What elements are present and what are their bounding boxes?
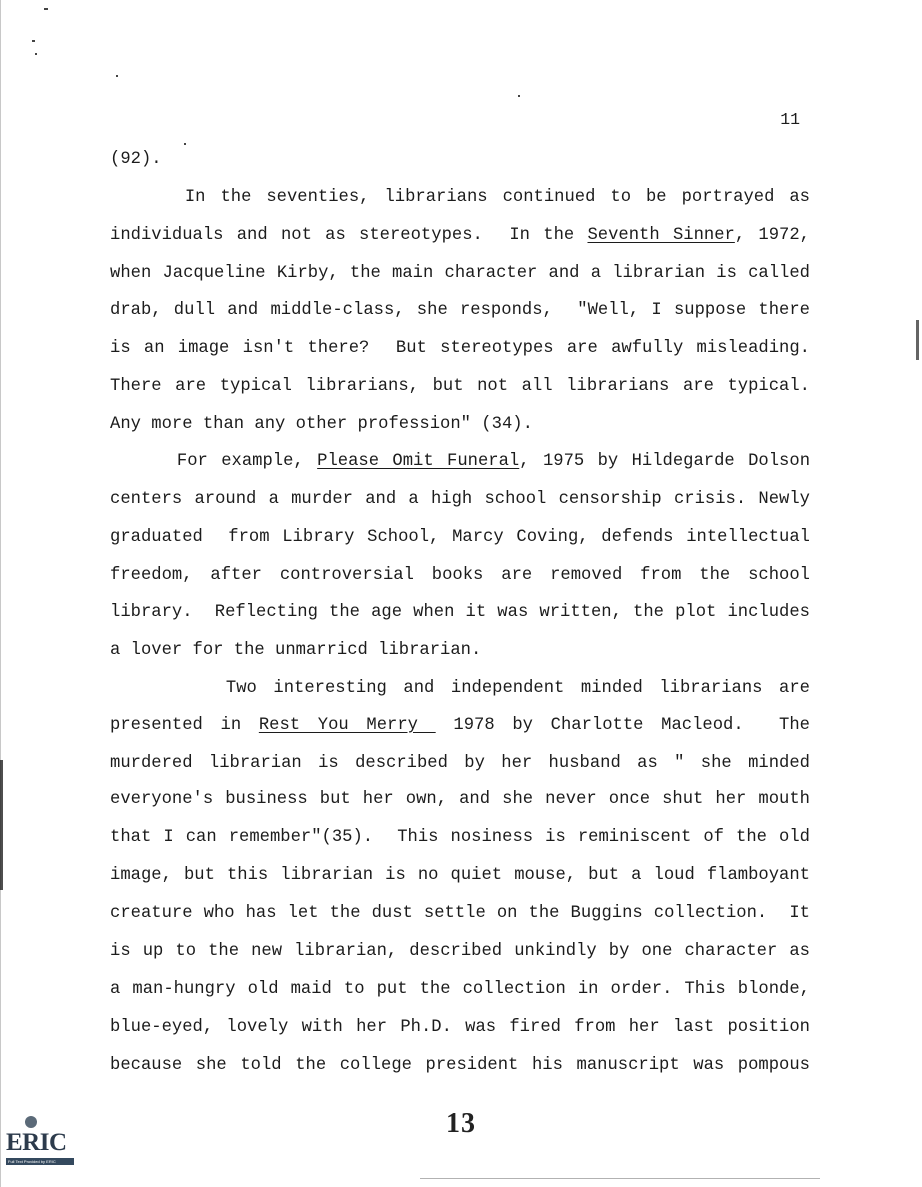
- eric-logo-icon: [25, 1116, 37, 1128]
- text-line: that I can remember"(35). This nosiness is reminiscent of the old: [110, 828, 810, 847]
- scan-edge-mark: [916, 320, 919, 360]
- text-span: 1978 by Charlotte Macleod. The: [435, 716, 810, 735]
- text-line: Two interesting and independent minded librarians are: [110, 679, 810, 698]
- page-number: 11: [780, 110, 800, 129]
- scan-speck: [116, 75, 118, 77]
- book-title-rest-you-merry: Rest You Merry: [258, 716, 436, 735]
- eric-logo-strip-text: Full Text Provided by ERIC: [8, 1159, 56, 1164]
- book-title-please-omit-funeral: Please Omit Funeral: [317, 452, 520, 471]
- scan-edge: [0, 0, 1, 1187]
- text-line: is an image isn't there? But stereotypes are awfully misleading.: [110, 339, 810, 358]
- text-line-with-title: [110, 452, 810, 472]
- text-line: is up to the new librarian, described unkindly by one character as: [110, 942, 810, 961]
- text-line: a man-hungry old maid to put the collection in order. This blonde,: [110, 980, 810, 999]
- text-line: Any more than any other profession" (34).: [110, 415, 533, 434]
- text-line: In the seventies, librarians continued to be portrayed as: [110, 188, 810, 207]
- book-title-seventh-sinner: Seventh Sinner: [587, 226, 735, 245]
- text-line: murdered librarian is described by her husband as " she minded: [110, 754, 810, 773]
- text-line: blue-eyed, lovely with her Ph.D. was fired from her last position: [110, 1018, 810, 1037]
- text-line: library. Reflecting the age when it was written, the plot includes: [110, 603, 810, 622]
- scan-speck: [518, 95, 520, 97]
- text-span: individuals and not as stereotypes. In the: [110, 226, 588, 245]
- scan-edge-mark: [0, 760, 3, 890]
- text-line: a lover for the unmarricd librarian.: [110, 641, 482, 660]
- text-line: drab, dull and middle-class, she responds, "Well, I suppose there: [110, 301, 810, 320]
- text-line-with-title: [110, 716, 810, 736]
- text-line: There are typical librarians, but not all librarians are typical.: [110, 377, 810, 396]
- scan-speck: [35, 53, 37, 55]
- text-line: everyone's business but her own, and she never once shut her mouth: [110, 790, 810, 809]
- text-span: presented in: [110, 716, 259, 735]
- footer-page-number: 13: [446, 1108, 476, 1139]
- scan-edge: [420, 1178, 820, 1179]
- text-line: because she told the college president his manuscript was pompous: [110, 1056, 810, 1075]
- text-line: (92).: [110, 150, 162, 169]
- scan-speck: [184, 143, 186, 145]
- text-span: , 1972,: [734, 226, 810, 245]
- scan-speck: [44, 8, 48, 10]
- text-line: when Jacqueline Kirby, the main character and a librarian is called: [110, 264, 810, 283]
- text-line: image, but this librarian is no quiet mouse, but a loud flamboyant: [110, 866, 810, 885]
- text-line: graduated from Library School, Marcy Coving, defends intellectual: [110, 528, 810, 547]
- text-line-with-title: [110, 226, 810, 246]
- text-line: centers around a murder and a high school censorship crisis. Newly: [110, 490, 810, 509]
- text-line: creature who has let the dust settle on the Buggins collection. It: [110, 904, 810, 923]
- scan-speck: [32, 40, 35, 42]
- text-span: For example,: [110, 452, 318, 471]
- text-line: freedom, after controversial books are removed from the school: [110, 566, 810, 585]
- text-span: , 1975 by Hildegarde Dolson: [519, 452, 811, 471]
- eric-logo-text: ERIC: [6, 1129, 67, 1156]
